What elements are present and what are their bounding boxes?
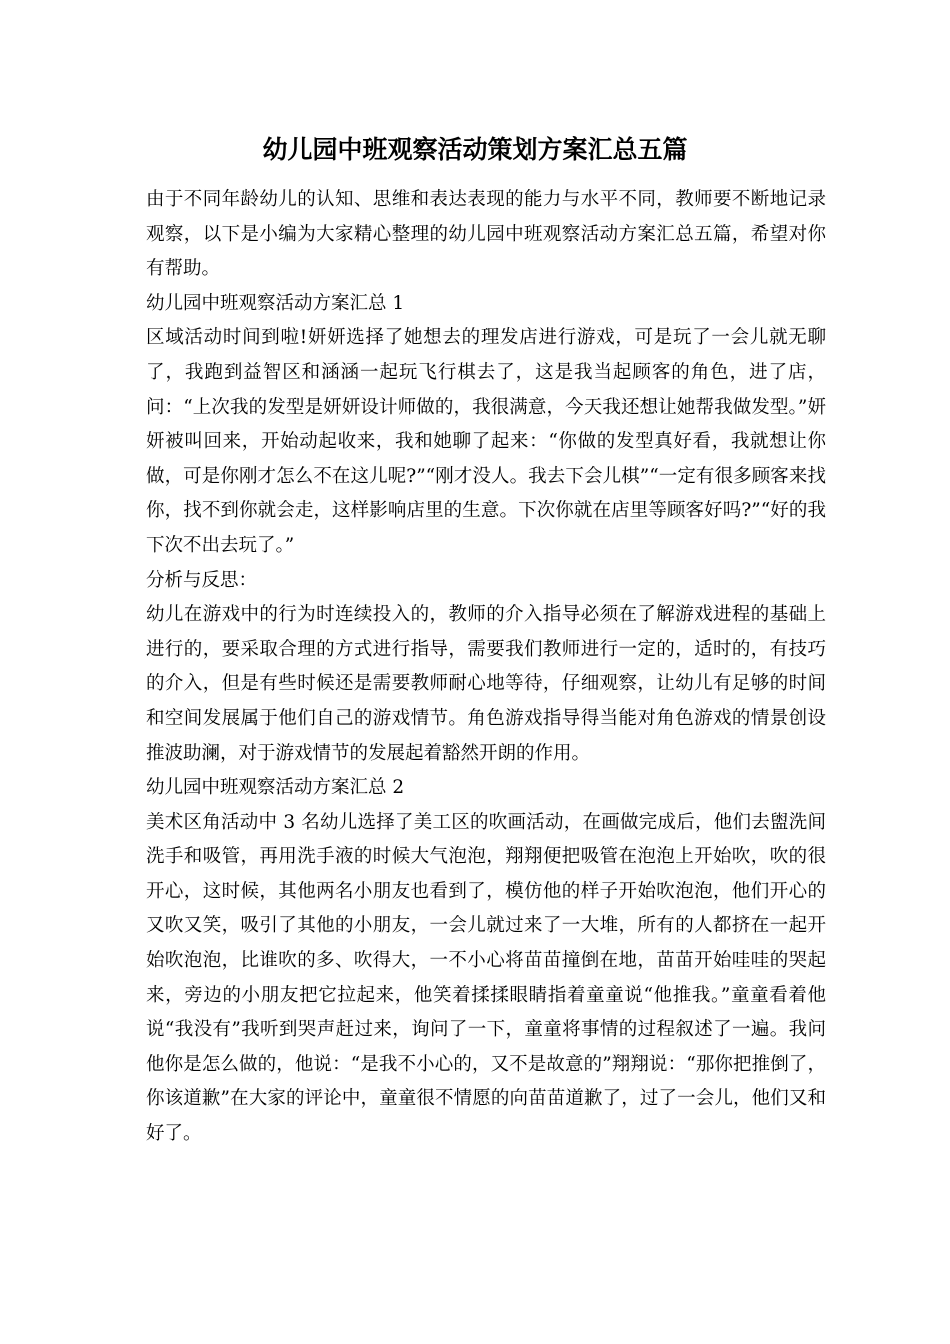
document-body (146, 183, 826, 1152)
document-title: 幼儿园中班观察活动策划方案汇总五篇 (262, 135, 688, 164)
section-1-paragraph: 区域活动时间到啦!妍妍选择了她想去的理发店进行游戏，可是玩了一会儿就无聊了，我跑到益智区和涵涵一起玩飞行棋去了，这是我当起顾客的角色，进了店，问：“上次我的发型是妍妍设计师做的，我很满意，今天我还想让她帮我做发型。”妍妍被叫回来，开始动起收来，我和她聊了起来：“你做的发型真好看，我就想让你做，可是你刚才怎么不在这儿呢?”“刚才没人。我去下会儿棋”“一定有很多顾客来找你，找不到你就会走，这样影响店里的生意。下次你就在店里等顾客好吗?”“好的我下次不出去玩了。” (146, 327, 826, 556)
analysis-paragraph: 幼儿在游戏中的行为时连续投入的，教师的介入指导必须在了解游戏进程的基础上进行的，要采取合理的方式进行指导，需要我们教师进行一定的，适时的，有技巧的介入，但是有些时候还是需要教师耐心地等待，仔细观察，让幼儿有足够的时间和空间发展属于他们自己的游戏情节。角色游戏指导得当能对角色游戏的情景创设推波助澜，对于游戏情节的发展起着豁然开朗的作用。 (146, 604, 826, 764)
section-heading-2: 幼儿园中班观察活动方案汇总 2 (146, 777, 405, 799)
intro-paragraph: 由于不同年龄幼儿的认知、思维和表达表现的能力与水平不同，教师要不断地记录观察，以下是小编为大家精心整理的幼儿园中班观察活动方案汇总五篇，希望对你有帮助。 (146, 189, 826, 280)
analysis-heading: 分析与反思： (146, 569, 258, 591)
section-heading-1: 幼儿园中班观察活动方案汇总 1 (146, 292, 405, 314)
section-2-paragraph: 美术区角活动中 3 名幼儿选择了美工区的吹画活动，在画做完成后，他们去盥洗间洗手和吸管，再用洗手液的时候大气泡泡，翔翔便把吸管在泡泡上开始吹，吹的很开心，这时候，其他两名小朋友也看到了，模仿他的样子开始吹泡泡，他们开心的又吹又笑，吸引了其他的小朋友，一会儿就过来了一大堆，所有的人都挤在一起开始吹泡泡，比谁吹的多、吹得大，一不小心将苗苗撞倒在地，苗苗开始哇哇的哭起来，旁边的小朋友把它拉起来，他笑着揉揉眼睛指着童童说“他推我。”童童看着他说“我没有”我听到哭声赶过来，询问了一下，童童将事情的过程叙述了一遍。我问他你是怎么做的，他说：“是我不小心的，又不是故意的”翔翔说：“那你把推倒了，你该道歉”在大家的评论中，童童很不情愿的向苗苗道歉了，过了一会儿，他们又和好了。 (146, 811, 826, 1145)
